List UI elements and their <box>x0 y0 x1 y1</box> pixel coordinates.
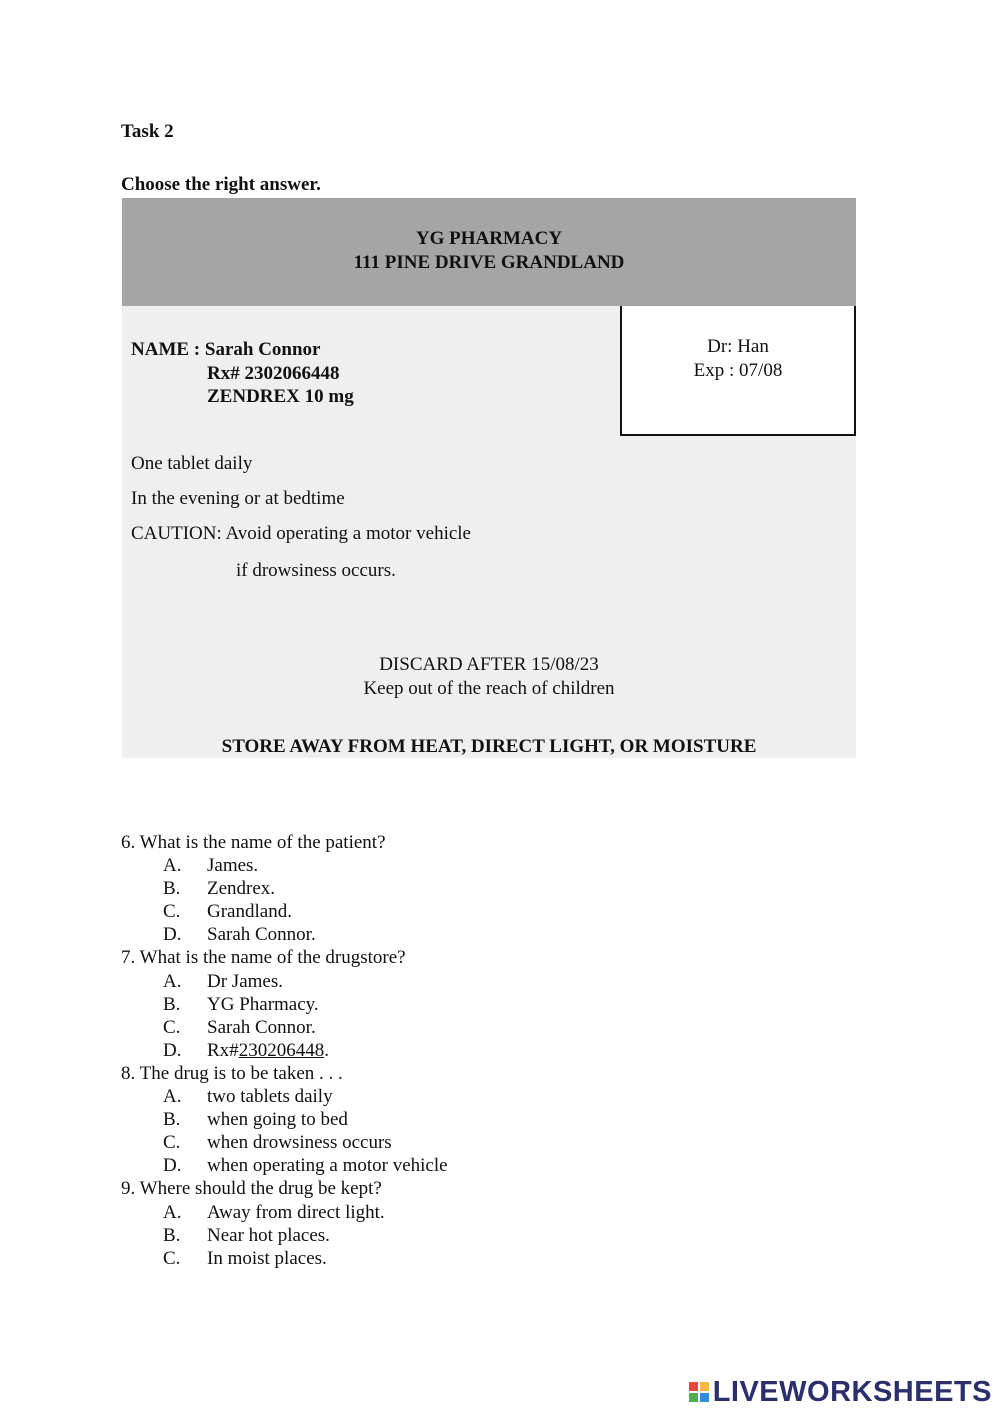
pharmacy-address: 111 PINE DRIVE GRANDLAND <box>353 252 625 273</box>
option-letter: A. <box>163 1086 182 1108</box>
option-text: when operating a motor vehicle <box>207 1155 448 1177</box>
answer-option[interactable] <box>121 1201 448 1224</box>
caution-line: if drowsiness occurs. <box>236 560 396 581</box>
answer-option[interactable] <box>121 1247 448 1270</box>
answer-option[interactable] <box>121 877 448 900</box>
liveworksheets-logo-icon <box>689 1382 709 1402</box>
answer-option[interactable] <box>121 1108 448 1131</box>
option-text: Sarah Connor. <box>207 924 316 946</box>
option-letter: A. <box>163 970 182 992</box>
option-letter: C. <box>163 1132 181 1154</box>
discard-date: DISCARD AFTER 15/08/23 <box>379 654 599 675</box>
option-text: Near hot places. <box>207 1224 330 1246</box>
option-text: Dr James. <box>207 970 283 992</box>
option-letter: B. <box>163 993 181 1015</box>
answer-option[interactable] <box>121 923 448 946</box>
option-letter: D. <box>163 1155 182 1177</box>
option-text: two tablets daily <box>207 1086 333 1108</box>
instruction-line: In the evening or at bedtime <box>131 488 345 509</box>
logo-square <box>689 1393 698 1402</box>
answer-option[interactable] <box>121 1085 448 1108</box>
label-header <box>122 198 856 306</box>
logo-square <box>700 1382 709 1391</box>
option-letter: D. <box>163 1039 182 1061</box>
pharmacy-name: YG PHARMACY <box>415 228 563 249</box>
drug-name: ZENDREX 10 mg <box>207 386 354 407</box>
option-letter: B. <box>163 1109 181 1131</box>
question-9: 9. Where should the drug be kept? <box>121 1178 382 1200</box>
option-text: In moist places. <box>207 1247 327 1269</box>
instruction-line: One tablet daily <box>131 453 253 474</box>
option-letter: A. <box>163 855 182 877</box>
liveworksheets-watermark <box>689 1375 992 1409</box>
answer-option[interactable] <box>121 1016 448 1039</box>
patient-info <box>131 338 354 409</box>
answer-option[interactable] <box>121 900 448 923</box>
patient-name: NAME : Sarah Connor <box>131 339 321 360</box>
option-letter: C. <box>163 901 181 923</box>
option-letter: B. <box>163 1224 181 1246</box>
option-text: Away from direct light. <box>207 1201 385 1223</box>
task-title: Task 2 <box>121 121 174 142</box>
question-7: 7. What is the name of the drugstore? <box>121 947 406 969</box>
question-6: 6. What is the name of the patient? <box>121 832 386 853</box>
option-text: when going to bed <box>207 1109 348 1131</box>
answer-option[interactable] <box>121 993 448 1016</box>
option-letter: C. <box>163 1247 181 1269</box>
option-text: Grandland. <box>207 901 292 923</box>
caution-line: CAUTION: Avoid operating a motor vehicle <box>131 523 471 544</box>
answer-option[interactable] <box>121 1039 448 1062</box>
rx-number: Rx# 2302066448 <box>207 362 340 384</box>
option-text: James. <box>207 855 259 877</box>
option-letter: B. <box>163 878 181 900</box>
option-text: YG Pharmacy. <box>207 993 319 1015</box>
expiry-date: Exp : 07/08 <box>693 360 783 381</box>
question-8: 8. The drug is to be taken . . . <box>121 1062 343 1084</box>
answer-option[interactable] <box>121 1131 448 1154</box>
instruction-text: Choose the right answer. <box>121 174 321 195</box>
answer-option[interactable] <box>121 970 448 993</box>
option-text: Sarah Connor. <box>207 1016 316 1038</box>
question-list <box>121 831 448 1270</box>
logo-square <box>689 1382 698 1391</box>
storage-warning: STORE AWAY FROM HEAT, DIRECT LIGHT, OR MOISTURE <box>221 736 757 757</box>
answer-option[interactable] <box>121 1224 448 1247</box>
keep-out-warning: Keep out of the reach of children <box>363 678 615 699</box>
option-text-suffix: . <box>324 1039 329 1061</box>
option-letter: C. <box>163 1016 181 1038</box>
watermark-text: LIVEWORKSHEETS <box>712 1375 992 1408</box>
option-letter: D. <box>163 924 182 946</box>
answer-option[interactable] <box>121 854 448 877</box>
logo-square <box>700 1393 709 1402</box>
answer-option[interactable] <box>121 1154 448 1177</box>
prescription-label <box>122 198 856 758</box>
doctor-name: Dr: Han <box>707 336 769 357</box>
option-text-prefix: Rx# <box>207 1039 239 1061</box>
doctor-box <box>620 306 856 436</box>
option-letter: A. <box>163 1201 182 1223</box>
option-text: Zendrex. <box>207 878 276 900</box>
option-text: when drowsiness occurs <box>207 1132 392 1154</box>
option-text-underlined: 230206448 <box>238 1039 325 1061</box>
